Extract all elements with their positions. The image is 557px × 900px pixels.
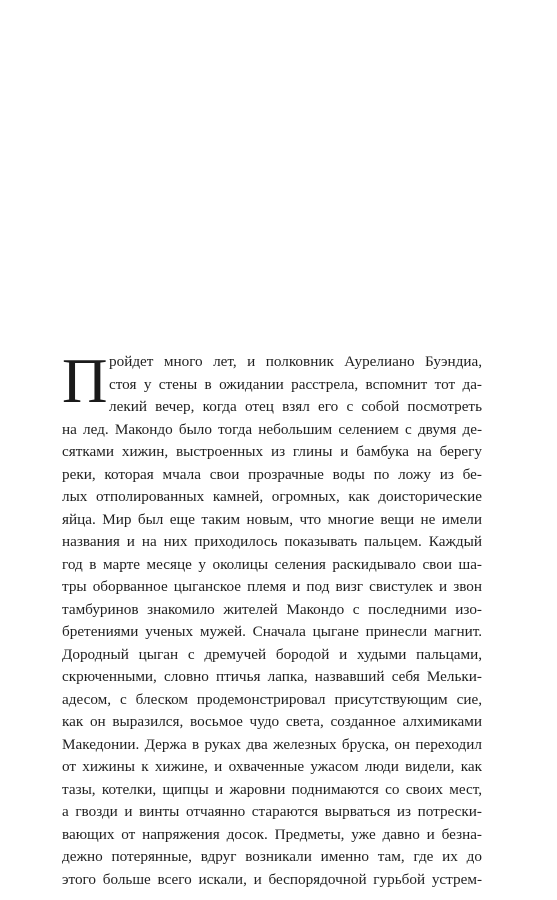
line-text: вающих от напряжения досок. Предметы, уже давно и безна- (62, 825, 482, 843)
line-text: бретениями ученых мужей. Сначала цыгане принесли магнит. (62, 623, 482, 640)
line-text: а гвозди и винты отчаянно стараются вырваться из потрески- (62, 803, 482, 820)
line-text: дежно потерянные, вдруг возникали именно там, где их до (62, 848, 482, 865)
line-text: от хижины к хижине, и охваченные ужасом люди видели, как (62, 758, 482, 775)
text-line (62, 621, 482, 644)
line-text: год в марте месяце у околицы селения раскидывало свои ша- (62, 555, 482, 573)
text-line (62, 351, 482, 374)
text-line (62, 486, 482, 509)
text-line (62, 396, 482, 419)
text-line (62, 599, 482, 622)
text-line (62, 554, 482, 577)
text-line (62, 689, 482, 712)
line-text: на лед. Макондо было тогда небольшим селением с двумя де- (62, 420, 482, 438)
line-text: стоя у стены в ожидании расстрела, вспомнит тот да- (109, 375, 482, 393)
text-line (62, 756, 482, 779)
line-text: тамбуринов знакомило жителей Макондо с последними изо- (62, 600, 482, 618)
line-text: яйца. Мир был еще таким новым, что многие вещи не имели (62, 510, 482, 528)
text-line (62, 734, 482, 757)
line-text: сятками хижин, выстроенных из глины и бамбука на берегу (62, 443, 482, 460)
chapter-text (62, 346, 482, 891)
line-text: реки, которая мчала свои прозрачные воды по ложу из бе- (62, 465, 482, 483)
text-line (62, 441, 482, 464)
line-text: этого больше всего искали, и беспорядочной гурьбой устрем- (62, 870, 482, 888)
line-text: лых отполированных камней, огромных, как доисторические (62, 488, 482, 505)
paragraph (62, 346, 482, 891)
text-line (62, 464, 482, 487)
text-line (62, 644, 482, 667)
text-line (62, 779, 482, 802)
line-text: скрюченными, словно птичья лапка, назвавший себя Мельки- (62, 668, 482, 685)
line-text: тазы, котелки, щипцы и жаровни поднимаются со своих мест, (62, 780, 482, 798)
text-line (62, 419, 482, 442)
text-line (62, 509, 482, 532)
text-line (62, 666, 482, 689)
text-line (62, 869, 482, 892)
text-line (62, 846, 482, 869)
line-text: как он выразился, восьмое чудо света, созданное алхимиками (62, 713, 482, 730)
text-line (62, 374, 482, 397)
text-line (62, 824, 482, 847)
line-text: Дородный цыган с дремучей бородой и худыми пальцами, (62, 645, 482, 663)
text-line (62, 576, 482, 599)
text-line (62, 711, 482, 734)
line-text: ройдет много лет, и полковник Аурелиано Буэндиа, (109, 353, 482, 370)
text-line (62, 801, 482, 824)
line-text: тры оборванное цыганское племя и под визг свистулек и звон (62, 578, 482, 595)
line-text: адесом, с блеском продемонстрировал присутствующим сие, (62, 690, 482, 708)
line-text: Македонии. Держа в руках два железных бруска, он переходил (62, 735, 482, 753)
drop-cap-letter: П (62, 346, 108, 416)
text-line (62, 531, 482, 554)
line-text: названия и на них приходилось показывать пальцем. Каждый (62, 533, 482, 550)
line-text: лекий вечер, когда отец взял его с собой посмотреть (109, 398, 482, 415)
